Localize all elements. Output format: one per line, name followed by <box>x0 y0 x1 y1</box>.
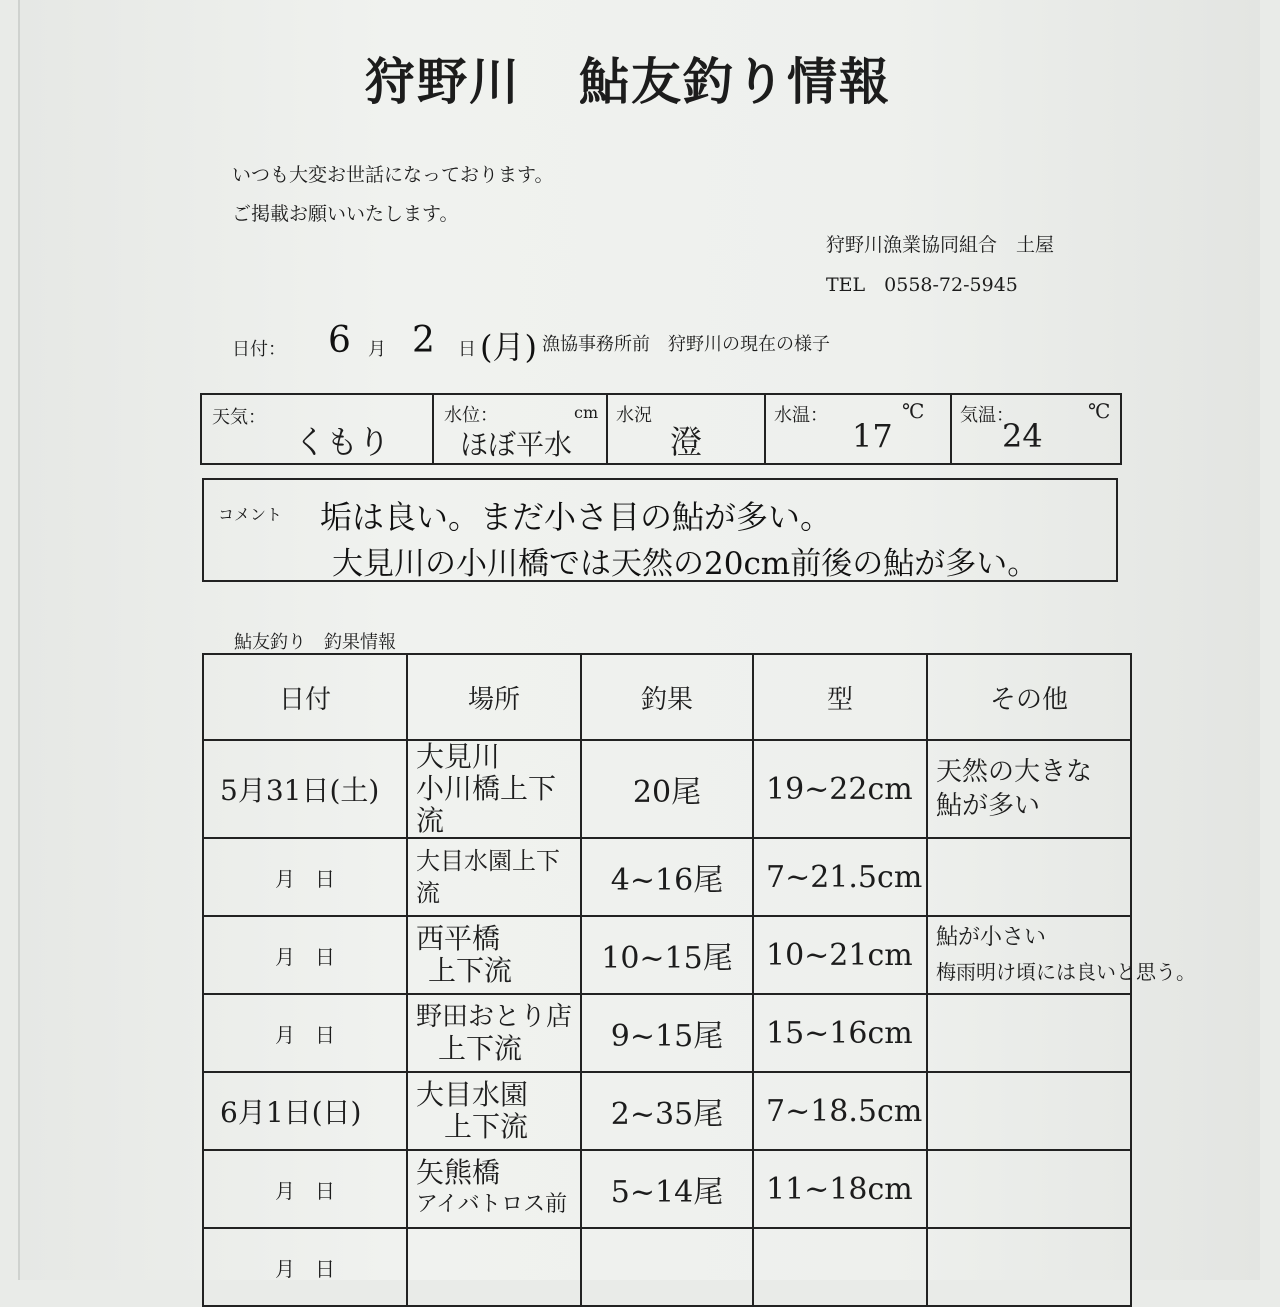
row-other-line-2: 鮎が多い <box>936 791 1041 821</box>
water-temp-value: 17 <box>852 417 893 455</box>
air-temp-value: 24 <box>1002 417 1043 455</box>
date-label: 日付： <box>232 339 286 360</box>
table-row <box>203 1150 1131 1228</box>
results-section-title: 鮎友釣り 釣果情報 <box>234 632 396 653</box>
header-date: 日付 <box>203 654 407 740</box>
water-temp-unit: ℃ <box>902 399 925 423</box>
row-date: 5月31日(土) <box>220 774 380 807</box>
header-other: その他 <box>927 654 1131 740</box>
row-date: 月 日 <box>275 1178 335 1203</box>
location-description: 漁協事務所前 狩野川の現在の様子 <box>542 334 830 355</box>
table-row <box>203 1072 1131 1150</box>
telephone-number: TEL 0558-72-5945 <box>826 274 1018 296</box>
row-place-line-2: アイバトロス前 <box>416 1192 568 1217</box>
row-catch: 9~15尾 <box>610 1019 724 1054</box>
date-month-unit: 月 <box>368 339 386 360</box>
air-temp-label: 気温： <box>960 405 1014 426</box>
water-level-value: ほぼ平水 <box>460 428 573 461</box>
header-size: 型 <box>753 654 927 740</box>
conditions-box <box>200 393 1122 465</box>
table-row <box>203 838 1131 916</box>
results-table <box>202 653 1196 1307</box>
comment-line-1: 垢は良い。まだ小さ目の鮎が多い。 <box>320 498 833 536</box>
comment-line-2: 大見川の小川橋では天然の20cm前後の鮎が多い。 <box>332 546 1039 582</box>
row-date: 6月1日(日) <box>220 1096 362 1129</box>
row-place-line-1: 大目水園 <box>416 1078 529 1111</box>
page-title <box>365 42 891 114</box>
row-catch: 10~15尾 <box>601 941 733 976</box>
row-catch: 4~16尾 <box>610 863 724 898</box>
table-row <box>203 740 1131 838</box>
weather-value: くもり <box>294 423 391 461</box>
row-place-line-2: 上下流 <box>428 954 513 987</box>
date-month-value: 6 <box>328 320 351 361</box>
row-size: 10~21cm <box>766 937 913 973</box>
date-weekday: (月) <box>480 328 537 366</box>
row-place-line-2: 上下流 <box>444 1110 529 1143</box>
title-topic: 鮎友釣り情報 <box>579 52 891 111</box>
title-river: 狩野川 <box>365 52 521 111</box>
date-day-value: 2 <box>412 320 435 361</box>
document-page <box>18 0 1260 1280</box>
row-catch: 2~35尾 <box>610 1097 724 1132</box>
header-catch: 釣果 <box>581 654 753 740</box>
row-place-line-1: 矢熊橋 <box>416 1156 501 1189</box>
row-other-line-1: 鮎が小さい <box>936 925 1047 950</box>
greeting-line-2: ご掲載お願いいたします。 <box>232 203 459 225</box>
weather-label: 天気： <box>212 407 266 428</box>
row-date: 月 日 <box>275 1022 335 1047</box>
comment-label: コメント <box>218 505 283 524</box>
row-other-line-1: 天然の大きな <box>936 757 1093 787</box>
row-place-line-1: 西平橋 <box>416 922 501 955</box>
row-place-line-1: 野田おとり店 <box>416 1002 573 1032</box>
row-place-line-2: 小川橋上下流 <box>416 772 557 837</box>
row-size: 19~22cm <box>766 771 913 807</box>
water-condition-value: 澄 <box>670 423 703 461</box>
row-size: 7~21.5cm <box>766 859 923 895</box>
row-date: 月 日 <box>275 866 335 891</box>
air-temp-unit: ℃ <box>1088 399 1111 423</box>
greeting-line-1: いつも大変お世話になっております。 <box>232 164 554 186</box>
water-condition-label: 水況 <box>616 405 652 426</box>
water-level-unit: cm <box>574 403 599 422</box>
organization-name: 狩野川漁業協同組合 土屋 <box>826 234 1055 256</box>
table-row <box>203 1228 1131 1306</box>
row-size: 11~18cm <box>766 1171 913 1207</box>
water-temp-label: 水温： <box>774 405 828 426</box>
row-catch: 20尾 <box>632 775 702 810</box>
comment-box <box>202 478 1118 582</box>
row-place-line-1: 大目水園上下流 <box>416 847 560 907</box>
row-other-line-2: 梅雨明け頃には良いと思う。 <box>936 960 1196 984</box>
row-place-line-1: 大見川 <box>416 740 501 773</box>
table-row <box>203 994 1131 1072</box>
water-level-label: 水位： <box>444 405 498 426</box>
row-date: 月 日 <box>275 944 335 969</box>
row-date: 月 日 <box>275 1256 335 1281</box>
table-row <box>203 916 1131 994</box>
row-size: 7~18.5cm <box>766 1093 923 1129</box>
results-header-row <box>203 654 1131 740</box>
date-day-unit: 日 <box>458 339 476 360</box>
row-size: 15~16cm <box>766 1015 913 1051</box>
row-catch: 5~14尾 <box>610 1175 724 1210</box>
header-place: 場所 <box>407 654 581 740</box>
row-place-line-2: 上下流 <box>438 1032 523 1065</box>
